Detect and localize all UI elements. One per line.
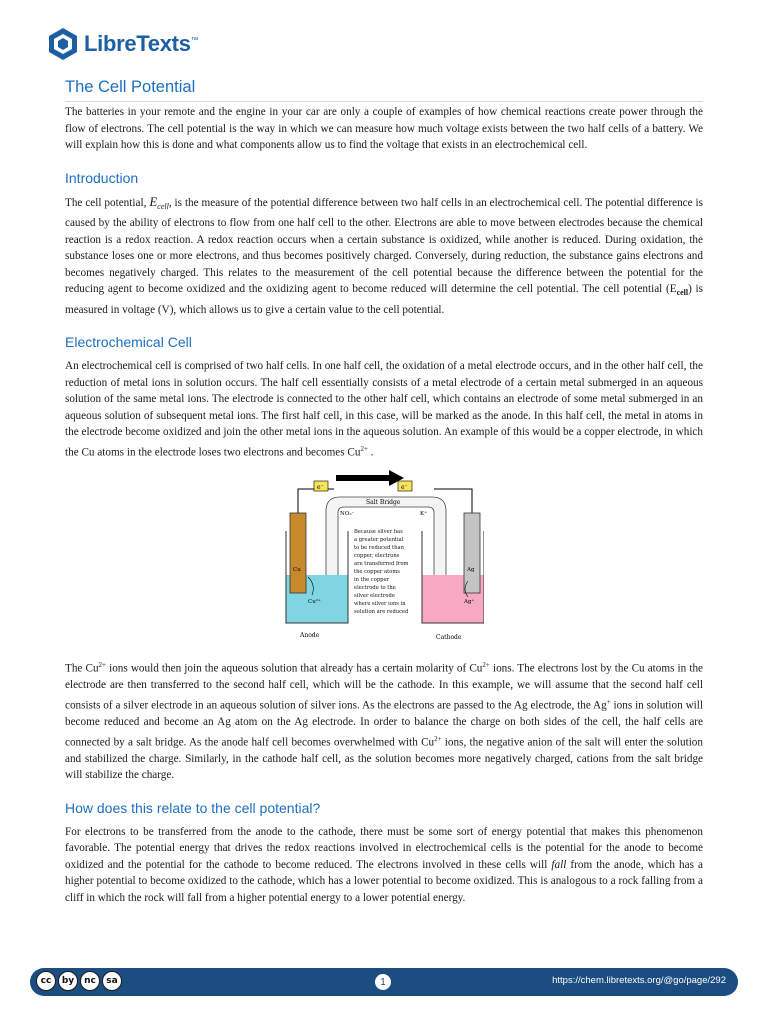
sharealike-icon: sa xyxy=(102,971,122,991)
nitrate-ion-label: NO₃⁻ xyxy=(340,511,355,518)
silver-electrode xyxy=(464,513,480,593)
silver-ion-label: Ag⁺ xyxy=(464,599,475,606)
page-number: 1 xyxy=(375,974,391,990)
page-title: The Cell Potential xyxy=(65,78,703,102)
libretexts-logo-icon[interactable] xyxy=(46,27,80,61)
potassium-ion-label: K⁺ xyxy=(420,511,428,518)
copper-ion-label: Cu²⁺ xyxy=(308,599,321,606)
electron-label-right: e⁻ xyxy=(401,484,408,492)
heading-relate: How does this relate to the cell potential? xyxy=(65,799,321,816)
license-badge[interactable] xyxy=(36,971,124,991)
page-url-link[interactable]: https://chem.libretexts.org/@go/page/292 xyxy=(552,975,726,986)
noncommercial-icon: nc xyxy=(80,971,100,991)
cathode-label: Cathode xyxy=(436,634,462,642)
brand-name[interactable]: LibreTexts™ xyxy=(84,31,199,56)
copper-electrode xyxy=(290,513,306,593)
silver-label: Ag xyxy=(467,567,475,574)
explanation-text: Because silver has a greater potential to be reduced than copper, electrons are transferred from the copper atoms in the copper electrode to the silver electrode where silver ions in solution are reduced xyxy=(354,529,409,616)
electron-flow-arrow xyxy=(336,470,404,486)
electrochemical-cell-figure xyxy=(65,467,703,645)
anode-label: Anode xyxy=(300,632,320,640)
salt-bridge-label: Salt Bridge xyxy=(366,499,401,507)
attribution-icon: by xyxy=(58,971,78,991)
electrochemical-cell-paragraph: An electrochemical cell is comprised of two half cells. In one half cell, the oxidation of a metal electrode occurs, and in the other half cell, the reduction of metal ions in solution occurs. The half cell essentially consists of a metal electrode of a certain metal submerged in an aqueous solution of the same metal ions. The electrode is connected to the other half cell, which contains an electrode of some metal submerged in an aqueous solution of subsequent metal ions. The first half cell, in this case, will be marked as the anode. In this half cell, the metal in atoms in the electrode become oxidized and join the other metal ions in the aqueous solution. An example of this would be a copper electrode, in which the Cu atoms in the electrode loses two electrons and becomes $Cu^{2+}$ . xyxy=(65,360,703,459)
introduction-paragraph: The cell potential, $E_{cell}$, is the measure of the potential difference between two half cells in an electrochemical cell. The potential difference is caused by the ability of electrons to flow from one half cell to the other. Electrons are able to move between electrodes because the chemical reaction is a redox reaction. A redox reaction occurs when a certain substance is oxidized, while another is reduced. During oxidation, the substance loses one or more electrons, and thus becomes positively charged. Conversely, during reduction, the substance gains electrons and becomes negatively charged. This relates to the measurement of the cell potential because the difference between the potential for the reducing agent to become oxidized and the oxidizing agent to become reduced will determine the cell potential. The cell potential $(E_{cell})$ is measured in voltage (V), which allows us to give a certain value to the cell potential. xyxy=(65,193,704,316)
cell-diagram xyxy=(284,467,484,645)
copper-label: Cu xyxy=(293,567,301,574)
cathode-paragraph: The $Cu^{2+}$ ions would then join the aqueous solution that already has a certain molarity of $Cu^{2+}$ ions. The electrons lost by the Cu atoms in the electrode are then transferred to the second half cell, which will be the cathode. In this example, we will assume that the second half cell consists of a silver electrode in an aqueous solution of silver ions. As the electrons are passed to the Ag electrode, the Ag+ ions in solution will become reduced and become an Ag atom on the Ag electrode. In order to balance the charge on both sides of the cell, the half cells are connected by a salt bridge. As the anode half cell becomes overwhelmed with $Cu^{2+}$ ions, the negative anion of the salt will enter the solution and stabilized the charge. Similarly, in the cathode half cell, as the solution becomes more negatively charged, cations from the salt bridge will stabilize the charge. xyxy=(65,661,704,782)
page-footer xyxy=(30,968,738,996)
site-header xyxy=(46,24,198,64)
heading-electrochemical-cell: Electrochemical Cell xyxy=(65,334,192,351)
electron-label-left: e⁻ xyxy=(317,484,324,492)
heading-introduction: Introduction xyxy=(65,169,139,186)
cc-icon: cc xyxy=(36,971,56,991)
article-body xyxy=(65,104,703,916)
relate-paragraph: For electrons to be transferred from the anode to the cathode, there must be some sort of energy potential that makes this phenomenon favorable. The potential energy that drives the redox reactions involved in electrochemical cells is the potential for the anode to become oxidized and the potential for the cathode to become reduced. The electrons involved in these cells will fall from the anode, which has a higher potential to become oxidized to the cathode, which has a lower potential to become oxidized. This is analogous to a rock falling from a cliff in which the rock will fall from a higher potential energy to a lower potential energy. xyxy=(65,825,703,904)
intro-paragraph: The batteries in your remote and the engine in your car are only a couple of examples of how chemical reactions create power through the flow of electrons. The cell potential is the way in which we can measure how much voltage exists between the two half cells of a battery. We will explain how this is done and what components allow us to find the voltage that exists in an electrochemical cell. xyxy=(65,106,703,151)
